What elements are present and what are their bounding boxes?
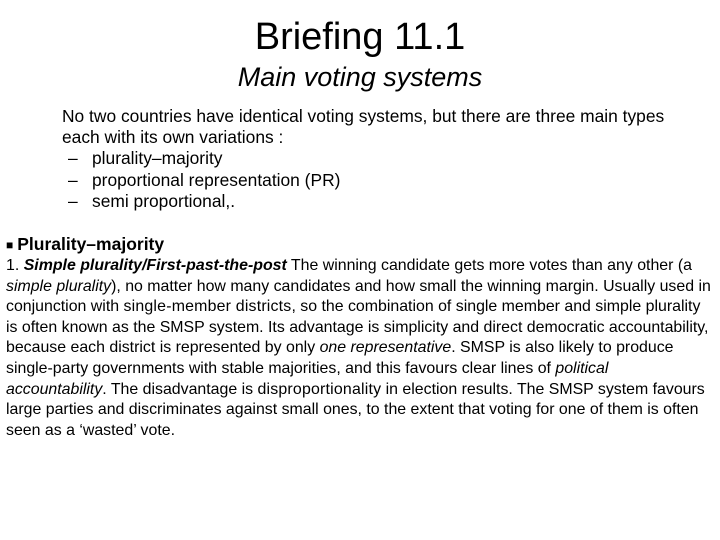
text-run: ), no matter how many candidates and how small the winning margin. Usually used in conjunction with <box>6 277 711 316</box>
section-heading-label: Plurality–majority <box>17 234 165 254</box>
list-item <box>68 170 702 192</box>
text-run: . SMSP is also likely to produce single-party governments with stable majorities, and this favours clear lines of <box>6 339 674 377</box>
voting-types-list <box>62 148 702 213</box>
text-run: , so the combination of single member and simple plurality is often known as the SMSP system. Its advantage is simplicity and direct democratic accountability, because each district is represented by only <box>6 298 709 357</box>
list-item-label: proportional representation (PR) <box>92 169 341 190</box>
intro-block <box>62 106 702 213</box>
term-single-member-districts: single-member districts <box>123 298 292 316</box>
paragraph-number: 1. <box>6 257 20 274</box>
emphasis-one-representative: one representative <box>319 339 452 357</box>
emphasis-simple-plurality: simple plurality <box>6 277 112 295</box>
dash-marker: – <box>68 191 78 211</box>
square-bullet-icon: ■ <box>6 238 14 252</box>
list-item-label: plurality–majority <box>92 148 223 168</box>
dash-marker: – <box>68 148 78 168</box>
intro-text: No two countries have identical voting systems, but there are three main types each with its own variations : <box>62 106 665 147</box>
slide-subtitle: Main voting systems <box>237 62 483 92</box>
text-run: . The disadvantage is <box>102 380 258 398</box>
slide-title: Briefing 11.1 <box>254 16 466 58</box>
section-heading <box>6 233 706 256</box>
text-run: in election results. The SMSP system favours large parties and discriminates against small ones, to the extent that voting for one of them is often seen as a ‘wasted’ vote. <box>6 380 705 439</box>
emphasis-political-accountability: political accountability <box>6 359 609 398</box>
text-run: The winning candidate gets more votes than any other (a <box>286 257 692 274</box>
dash-marker: – <box>68 169 78 190</box>
list-item <box>68 191 702 213</box>
term-disproportionality: disproportionality <box>257 380 382 398</box>
list-item <box>68 148 702 170</box>
body-paragraph <box>6 256 712 441</box>
system-term: Simple plurality/First-past-the-post <box>23 257 287 274</box>
list-item-label: semi proportional,. <box>92 191 236 211</box>
